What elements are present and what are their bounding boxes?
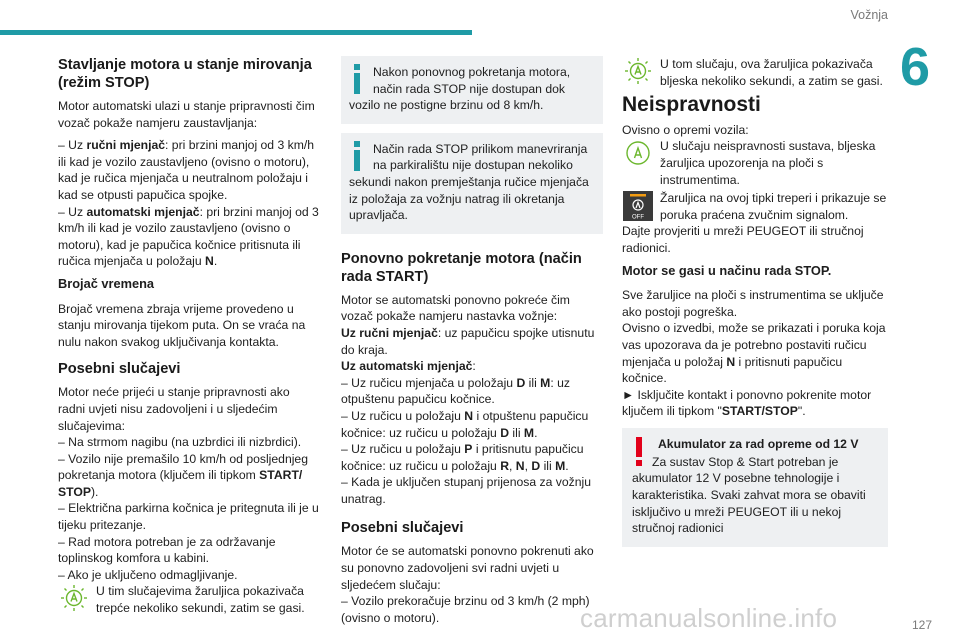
list-item: – Vozilo prekoračuje brzinu od 3 km/h (2 mph) (ovisno o motoru). xyxy=(341,594,590,625)
gear-letter: N xyxy=(726,354,736,369)
list-item xyxy=(341,375,603,408)
paragraph: Dajte provjeriti u mreži PEUGEOT ili stručnoj radionici. xyxy=(622,224,864,255)
text: ili xyxy=(509,425,524,440)
heading-start-mode: Ponovno pokretanje motora (način rada START) xyxy=(341,250,582,285)
gear-letter: D xyxy=(531,458,541,473)
text: : pri brzini manjoj od 3 km/h ili kad je vozilo zaustavljeno (ovisno o motoru), kad je papučica kočnice pritisnuta ili ručica mjenjača u položaju xyxy=(58,204,319,269)
text: : uz otpuštenu papučicu kočnice. xyxy=(341,375,570,407)
text: i pritisnutu papučicu kočnice: uz ručicu u položaju xyxy=(341,442,584,473)
heading-stop-mode: Stavljanje motora u stanje mirovanja (režim STOP) xyxy=(58,57,312,91)
text: – Uz ručicu u položaju xyxy=(341,442,465,457)
paragraph: Motor se automatski ponovno pokreće čim vozač pokaže namjeru nastavka vožnje: xyxy=(341,292,570,324)
list-item xyxy=(341,408,603,441)
column-3 xyxy=(622,56,888,547)
text: . xyxy=(565,458,569,473)
watermark: carmanualsonline.info xyxy=(580,603,838,633)
warning-box xyxy=(622,428,888,547)
text: , xyxy=(524,458,532,473)
list-item: – Kada je uključen stupanj prijenosa za vožnju unatrag. xyxy=(341,475,592,506)
text: ". xyxy=(797,404,806,419)
fault-text: U slučaju neispravnosti sustava, bljeska žaruljica upozorenja na ploči s instrumentima. xyxy=(660,139,876,187)
info-text: Način rada STOP prilikom manevriranja na parkiralištu nije dostupan nekoliko sekundi nakon premještanja ručice mjenjača iz položaja za vožnju natrag ili okretanja upravljača. xyxy=(349,141,589,223)
text: Ovisno o izvedbi, može se prikazati i poruka koja vas upozorava da je potrebno postaviti ručicu mjenjača u položaj xyxy=(622,321,886,369)
note-text: U tom slučaju, ova žaruljica pokazivača bljeska nekoliko sekundi, a zatim se gasi. xyxy=(660,57,883,88)
info-icon xyxy=(351,141,363,171)
text: ► Isključite kontakt i ponovno pokrenite motor ključem ili tipkom " xyxy=(622,387,872,419)
page-number: 127 xyxy=(911,618,932,632)
section-title: Vožnja xyxy=(850,8,888,22)
fault-item xyxy=(622,190,888,223)
gear-letter: N xyxy=(205,254,214,269)
text: : pri brzini manjoj od 3 km/h ili kad je vozilo zaustavljeno (ovisno o motoru), kad je ručica mjenjača u neutralnom položaju i kad se otpusti papučica spojke. xyxy=(58,138,315,202)
text: ili xyxy=(540,458,556,473)
bold-term: START/ STOP xyxy=(58,468,303,499)
text: , xyxy=(509,458,516,473)
gear-letter: M xyxy=(523,425,535,440)
stop-start-indicator-icon xyxy=(58,583,90,613)
paragraph: Ovisno o opremi vozila: xyxy=(622,122,749,137)
list-item xyxy=(58,137,320,203)
text: . xyxy=(534,425,538,440)
bold-term: Uz automatski mjenjač xyxy=(341,359,473,374)
warning-exclamation-icon xyxy=(632,436,646,468)
gear-letter: R xyxy=(500,458,510,473)
header-accent-bar xyxy=(0,30,472,35)
text: i otpuštenu papučicu kočnice: uz ručicu u položaju xyxy=(341,408,589,440)
chapter-number: 6 xyxy=(900,37,931,97)
list-item xyxy=(58,451,320,501)
heading-engine-stall: Motor se gasi u načinu rada STOP. xyxy=(622,262,832,278)
note-text: U tim slučajevima žaruljica pokazivača trepće nekoliko sekundi, zatim se gasi. xyxy=(96,584,305,616)
text: – Vozilo nije premašilo 10 km/h od posljednjeg pokretanja motora (ključem ili tipkom xyxy=(58,451,308,483)
text: : xyxy=(472,359,476,374)
gear-letter: P xyxy=(464,442,473,457)
info-box xyxy=(341,56,603,124)
paragraph xyxy=(622,320,888,386)
gear-letter: M xyxy=(540,375,551,390)
column-1 xyxy=(58,56,320,617)
text: i pritisnuti papučicu kočnice. xyxy=(622,354,843,386)
gear-letter: D xyxy=(516,375,526,390)
heading-time-counter: Brojač vremena xyxy=(58,275,155,291)
list-item xyxy=(58,204,320,270)
paragraph: Motor neće prijeći u stanje pripravnosti ako radni uvjeti nisu zadovoljeni i u sljedećim slučajevima: xyxy=(58,385,290,433)
list-item: – Na strmom nagibu (na uzbrdici ili nizbrdici). xyxy=(58,435,302,450)
key-off-label: OFF xyxy=(632,214,644,221)
paragraph xyxy=(622,387,888,420)
indicator-note xyxy=(622,56,888,89)
text: ). xyxy=(90,484,99,499)
heading-faults: Neispravnosti xyxy=(622,93,761,117)
text: : uz papučicu spojke utisnutu do kraja. xyxy=(341,325,595,357)
text: – Uz ručicu mjenjača u položaju xyxy=(341,375,517,390)
info-icon xyxy=(351,64,363,94)
fault-item xyxy=(622,138,888,188)
gear-letter: M xyxy=(555,458,566,473)
text: – Uz ručicu u položaju xyxy=(341,408,465,423)
stop-start-indicator-icon xyxy=(622,56,654,86)
column-2 xyxy=(341,56,603,632)
stop-start-off-key-icon xyxy=(622,190,654,222)
gear-letter: N xyxy=(515,458,525,473)
gear-letter: N xyxy=(464,408,474,423)
info-text: Nakon ponovnog pokretanja motora, način rada STOP nije dostupan dok vozilo ne postigne brzinu od 8 km/h. xyxy=(349,65,571,113)
text: . xyxy=(213,254,218,269)
paragraph: Sve žaruljice na ploči s instrumentima se uključe ako postoji pogreška. xyxy=(622,288,884,319)
fault-text: Žaruljica na ovoj tipki treperi i prikazuje se poruka praćena zvučnim signalom. xyxy=(660,191,887,222)
indicator-note xyxy=(58,583,320,616)
text: – Uz xyxy=(58,138,87,153)
bold-term: START/STOP xyxy=(721,404,798,419)
info-box xyxy=(341,133,603,234)
list-item: – Rad motora potreban je za održavanje toplinskog komfora u kabini. xyxy=(58,534,276,566)
text: ili xyxy=(525,375,541,390)
heading-special-cases: Posebni slučajevi xyxy=(58,361,181,378)
bold-term: ručni mjenjač xyxy=(86,138,166,153)
heading-special-cases: Posebni slučajevi xyxy=(341,520,464,537)
warning-title: Akumulator za rad opreme od 12 V xyxy=(658,436,859,451)
bold-term: Uz ručni mjenjač xyxy=(341,325,438,340)
paragraph: Motor automatski ulazi u stanje pripravnosti čim vozač pokaže namjeru zaustavljanja: xyxy=(58,99,315,130)
text: – Uz xyxy=(58,204,87,219)
list-item: – Električna parkirna kočnica je pritegnuta ili je u tijeku pritezanje. xyxy=(58,501,319,533)
warning-text: Za sustav Stop & Start potreban je akumulator 12 V posebne tehnologije i karakteristika. Svaki zahvat mora se obaviti isključivo u mreži PEUGEOT ili u nekoj stručnoj radionici xyxy=(632,454,866,536)
paragraph: Brojač vremena zbraja vrijeme provedeno u stanju mirovanja tijekom puta. On se vraća na nulu nakon svakog uključivanja kontakta. xyxy=(58,301,306,349)
stop-start-fault-icon xyxy=(622,138,654,168)
warning-content xyxy=(658,436,858,453)
paragraph xyxy=(341,325,603,358)
paragraph: Motor će se automatski ponovno pokrenuti ako su ponovno zadovoljeni svi radni uvjeti u sljedećem slučaju: xyxy=(341,544,594,592)
paragraph xyxy=(341,358,603,375)
list-item: – Ako je uključeno odmagljivanje. xyxy=(58,567,238,582)
bold-term: automatski mjenjač xyxy=(86,204,200,219)
list-item xyxy=(341,441,603,474)
gear-letter: D xyxy=(500,425,510,440)
